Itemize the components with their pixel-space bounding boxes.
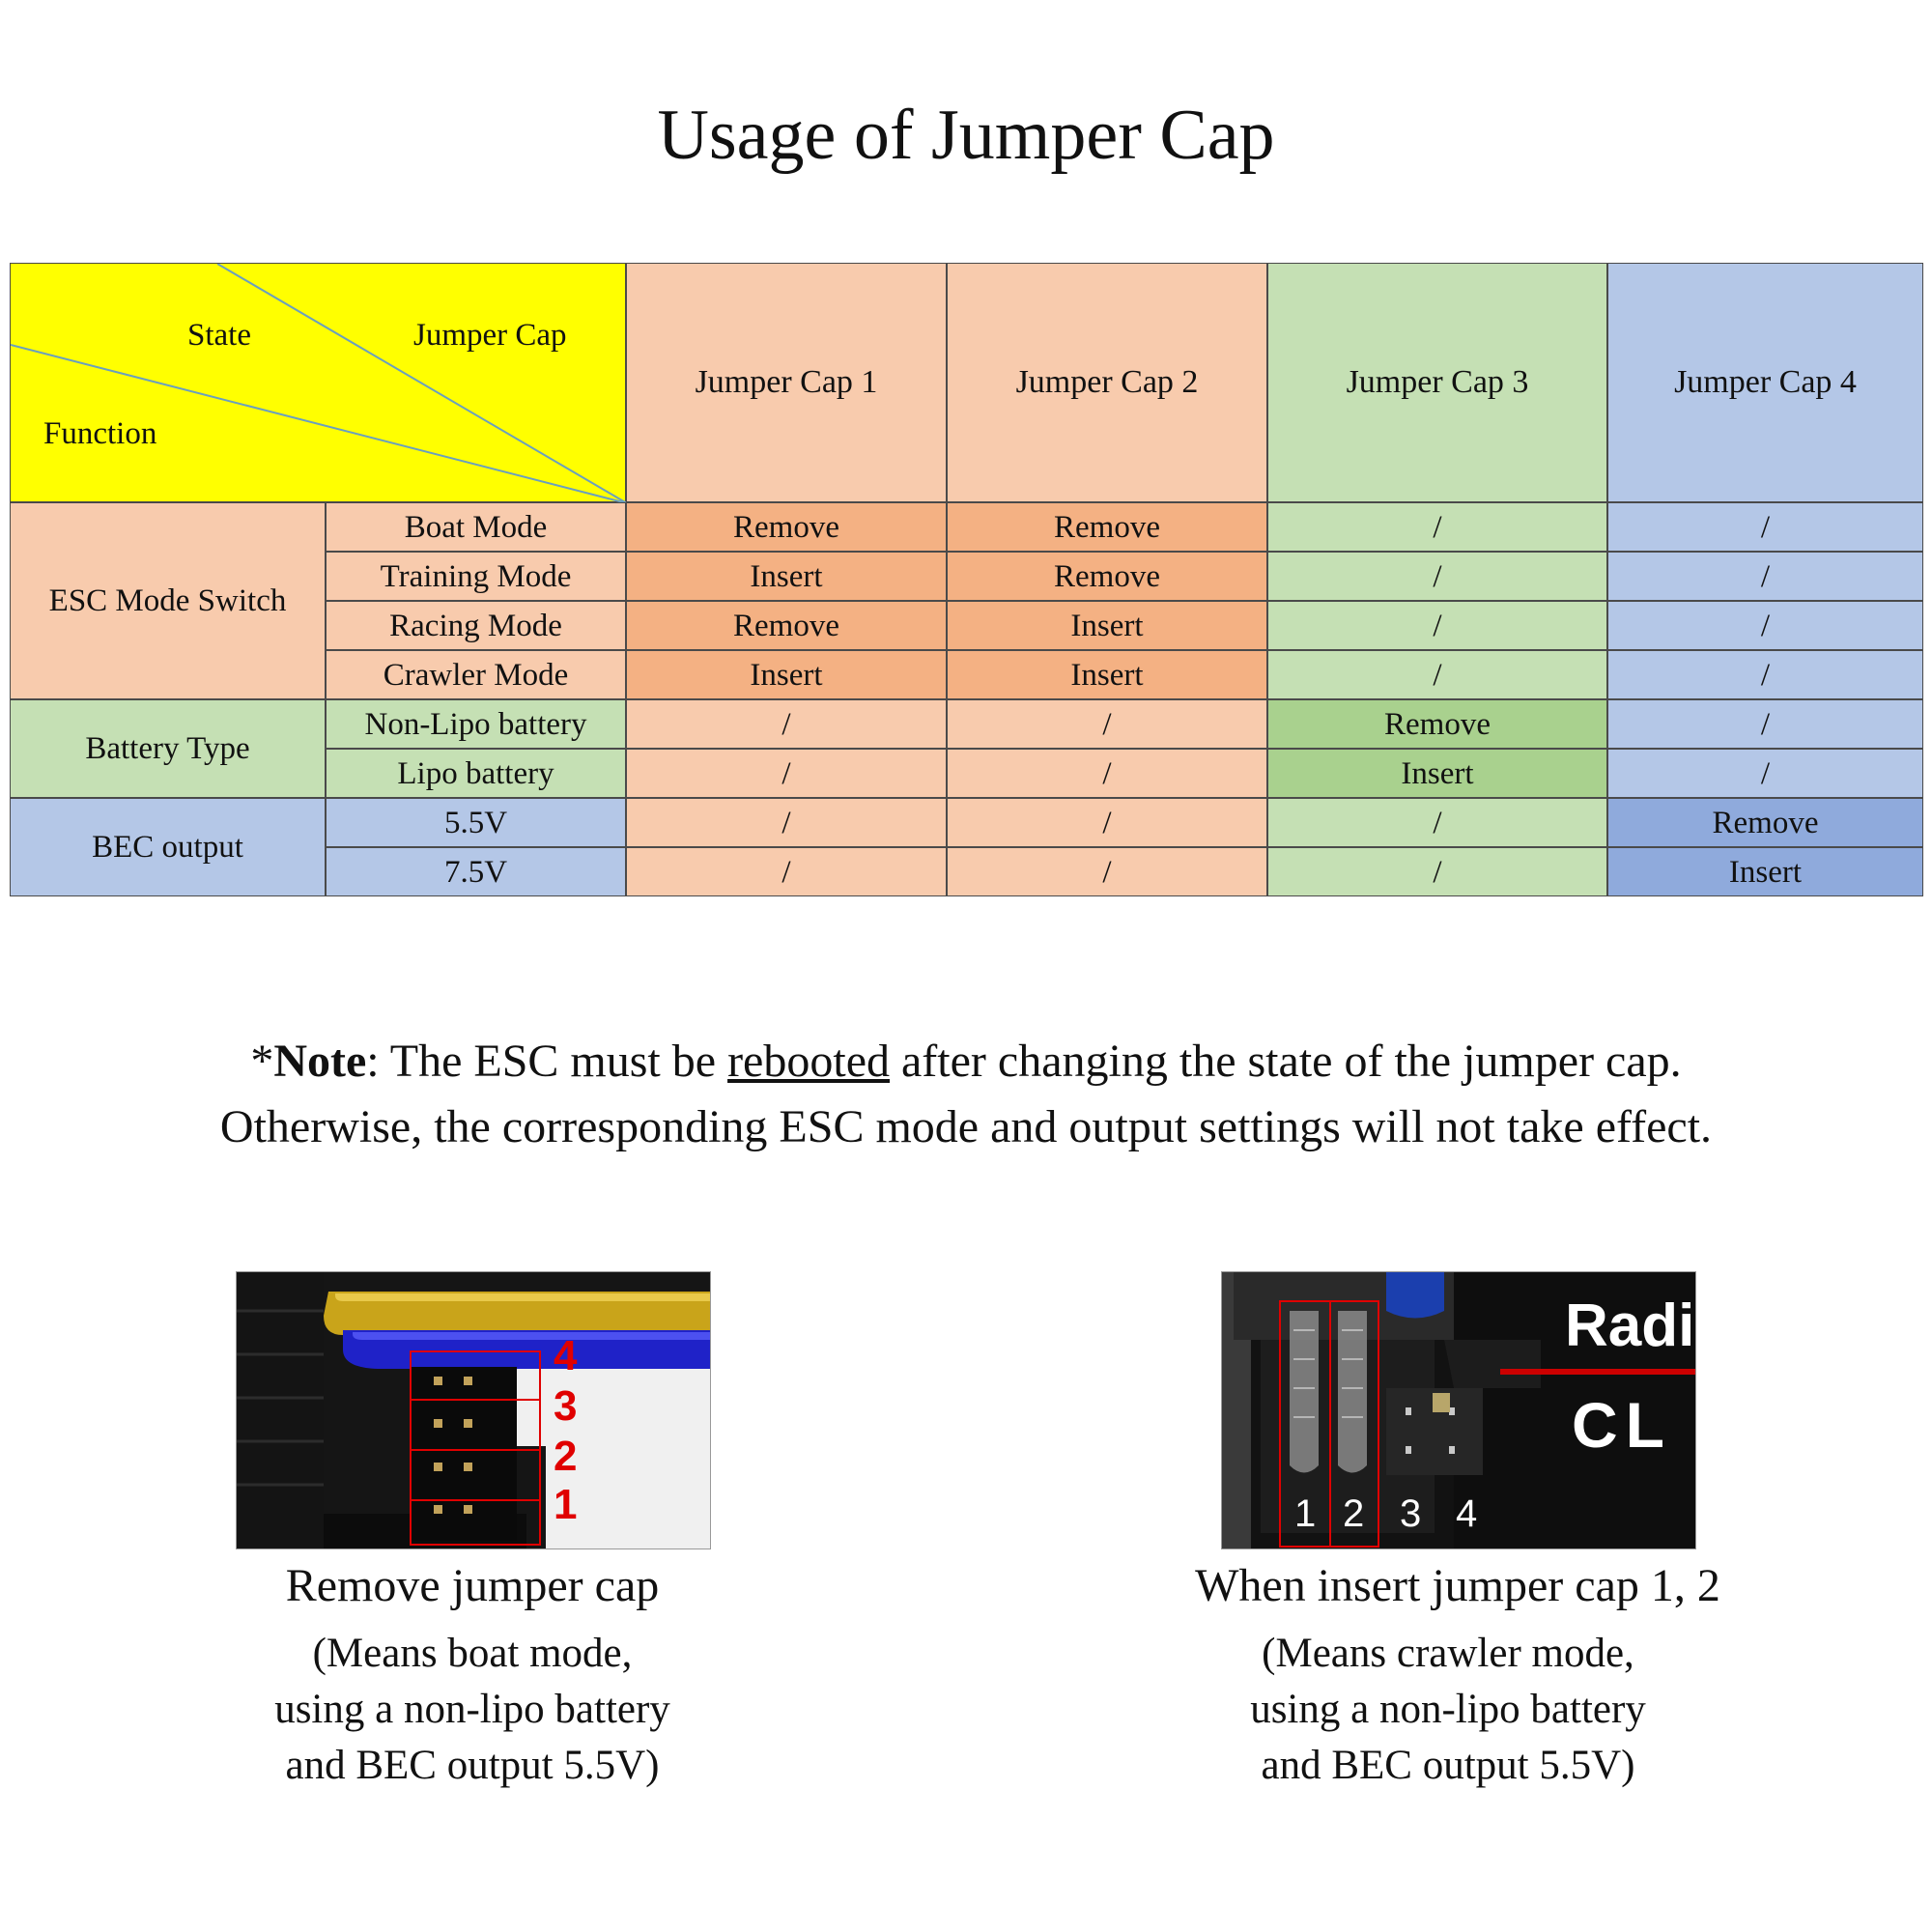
jumper-number-4: 4	[1456, 1492, 1478, 1535]
table-cell: /	[1607, 601, 1923, 650]
row-label: Training Mode	[326, 552, 626, 601]
column-header-jumper-cap-1: Jumper Cap 1	[626, 263, 947, 502]
left-caption-sub	[139, 1626, 806, 1794]
table-cell: /	[626, 699, 947, 749]
table-cell: /	[626, 798, 947, 847]
table-cell: /	[1607, 650, 1923, 699]
column-header-jumper-cap-4: Jumper Cap 4	[1607, 263, 1923, 502]
row-label: Non-Lipo battery	[326, 699, 626, 749]
table-cell: /	[1267, 552, 1607, 601]
table-cell: Remove	[626, 502, 947, 552]
table-cell: Remove	[1607, 798, 1923, 847]
table-cell: /	[1607, 552, 1923, 601]
column-header-jumper-cap-2: Jumper Cap 2	[947, 263, 1267, 502]
table-cell: /	[947, 847, 1267, 896]
row-label: Crawler Mode	[326, 650, 626, 699]
row-label: 7.5V	[326, 847, 626, 896]
jumper-cap-table	[10, 263, 1923, 895]
page-title: Usage of Jumper Cap	[657, 96, 1275, 175]
table-cell: Insert	[947, 650, 1267, 699]
note-star: *	[250, 1036, 274, 1087]
table-cell: Insert	[626, 650, 947, 699]
table-cell: Insert	[947, 601, 1267, 650]
esc-board-illustration-left	[237, 1272, 710, 1548]
corner-label-jumper-cap: Jumper Cap	[413, 318, 567, 353]
jumper-number-2: 2	[554, 1433, 578, 1480]
note-text-1: : The ESC must be	[366, 1036, 728, 1087]
table-cell: /	[1607, 502, 1923, 552]
table-cell: Remove	[626, 601, 947, 650]
row-label: Racing Mode	[326, 601, 626, 650]
table-cell: Remove	[1267, 699, 1607, 749]
table-cell: /	[947, 699, 1267, 749]
left-caption-title: Remove jumper cap	[285, 1560, 660, 1611]
jumper-number-3: 3	[1400, 1492, 1422, 1535]
note-line-1	[0, 1029, 1932, 1094]
left-caption-line: using a non-lipo battery	[274, 1687, 670, 1732]
table-cell: /	[626, 847, 947, 896]
note-text-2: after changing the state of the jumper cap.	[890, 1036, 1682, 1087]
left-caption-line: (Means boat mode,	[312, 1631, 633, 1676]
row-label: Boat Mode	[326, 502, 626, 552]
table-corner-header	[10, 263, 626, 502]
row-label: 5.5V	[326, 798, 626, 847]
row-group-label: Battery Type	[10, 699, 326, 798]
row-group-label: BEC output	[10, 798, 326, 896]
table-cell: /	[1607, 749, 1923, 798]
table-cell: /	[1267, 650, 1607, 699]
table-cell: /	[626, 749, 947, 798]
corner-label-state: State	[187, 318, 251, 353]
corner-label-function: Function	[43, 416, 157, 451]
left-caption-line: and BEC output 5.5V)	[285, 1743, 660, 1788]
right-caption-sub	[1105, 1626, 1791, 1794]
table-cell: /	[947, 798, 1267, 847]
jumper-number-3: 3	[554, 1382, 578, 1430]
row-label: Lipo battery	[326, 749, 626, 798]
table-cell: Insert	[1607, 847, 1923, 896]
table-cell: Insert	[1267, 749, 1607, 798]
column-header-jumper-cap-3: Jumper Cap 3	[1267, 263, 1607, 502]
table-cell: /	[1267, 798, 1607, 847]
right-caption-title: When insert jumper cap 1, 2	[1195, 1560, 1720, 1611]
jumper-number-4: 4	[554, 1332, 578, 1379]
table-cell: /	[1607, 699, 1923, 749]
table-cell: Remove	[947, 552, 1267, 601]
right-caption-line: (Means crawler mode,	[1262, 1631, 1634, 1676]
right-caption-line: using a non-lipo battery	[1250, 1687, 1646, 1732]
table-cell: /	[1267, 847, 1607, 896]
table-cell: /	[1267, 502, 1607, 552]
table-cell: Remove	[947, 502, 1267, 552]
photo-insert-jumper-cap	[1221, 1271, 1696, 1549]
jumper-number-1: 1	[1294, 1492, 1317, 1535]
jumper-number-2: 2	[1343, 1492, 1365, 1535]
note-bold-label: Note	[273, 1036, 367, 1087]
note-underlined-word: rebooted	[727, 1036, 890, 1087]
corner-diagonals	[11, 264, 627, 503]
brand-logo-bottom: CL	[1572, 1389, 1672, 1461]
brand-logo-top: Radi	[1565, 1293, 1695, 1359]
note-line-2: Otherwise, the corresponding ESC mode and output settings will not take effect.	[219, 1101, 1713, 1152]
table-cell: /	[1267, 601, 1607, 650]
right-caption-line: and BEC output 5.5V)	[1261, 1743, 1635, 1788]
table-cell: Insert	[626, 552, 947, 601]
row-group-label: ESC Mode Switch	[10, 502, 326, 699]
jumper-number-1: 1	[554, 1481, 578, 1528]
photo-remove-jumper-cap	[236, 1271, 711, 1549]
table-cell: /	[947, 749, 1267, 798]
